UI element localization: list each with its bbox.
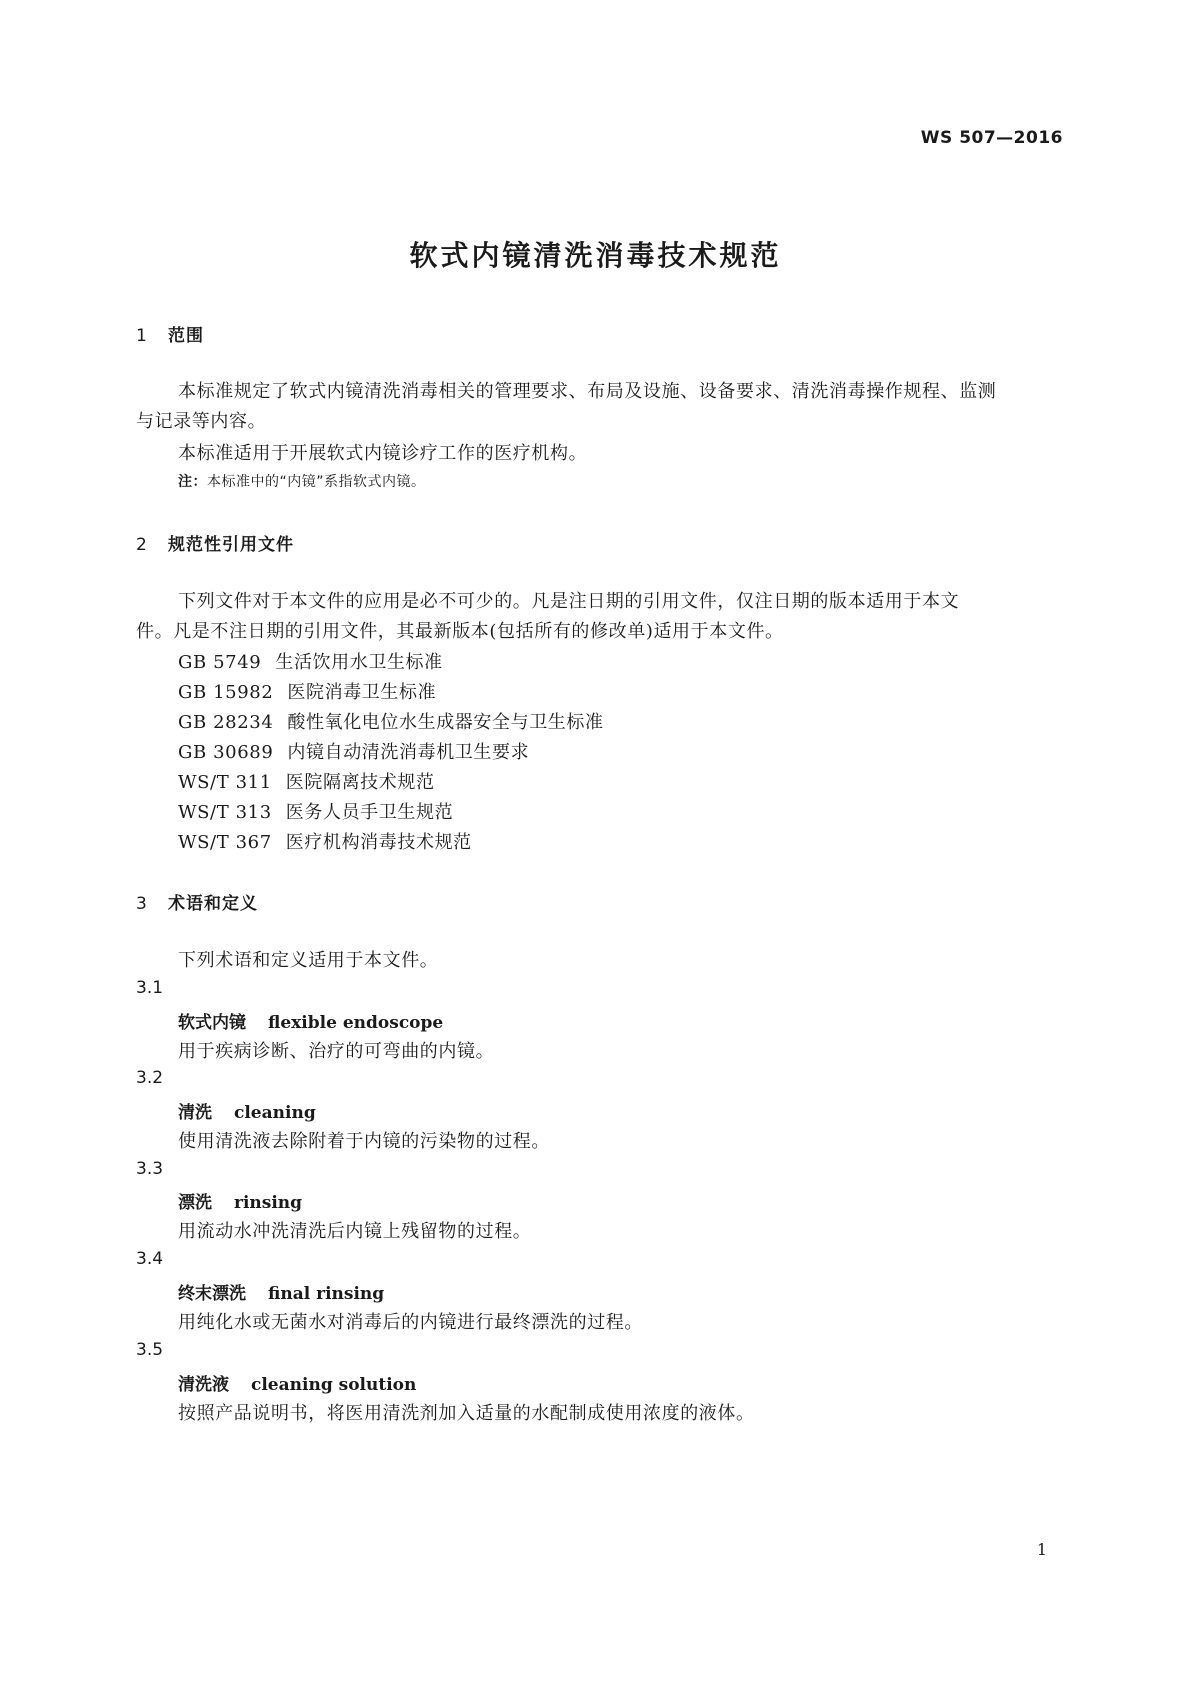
term-definition: 使用清洗液去除附着于内镜的污染物的过程。 [178, 1131, 550, 1152]
term-definition: 用于疾病诊断、治疗的可弯曲的内镜。 [178, 1041, 495, 1062]
term-en: cleaning [234, 1103, 316, 1123]
section-2-heading [136, 530, 294, 555]
section-2-paragraph-line-1: 下列文件对于本文件的应用是必不可少的。凡是注日期的引用文件，仅注日期的版本适用于本文 [178, 591, 960, 612]
reference-item [178, 828, 472, 854]
term-name [178, 1279, 384, 1304]
reference-item [178, 648, 443, 674]
term-en: flexible endoscope [268, 1013, 444, 1033]
reference-code: WS/T 311 [178, 772, 272, 793]
reference-title: 内镜自动清洗消毒机卫生要求 [287, 742, 530, 763]
section-1-note [178, 471, 426, 491]
term-definition: 按照产品说明书，将医用清洗剂加入适量的水配制成使用浓度的液体。 [178, 1403, 755, 1424]
page-number: 1 [1036, 1540, 1047, 1559]
note-label: 注： [178, 474, 207, 490]
section-title: 范围 [168, 326, 204, 346]
term-number: 3.3 [136, 1159, 164, 1179]
section-3-heading [136, 889, 258, 914]
term-number: 3.1 [136, 978, 164, 998]
reference-title: 医院消毒卫生标准 [287, 682, 437, 703]
reference-item [178, 798, 453, 824]
reference-title: 酸性氧化电位水生成器安全与卫生标准 [287, 712, 604, 733]
reference-title: 医务人员手卫生规范 [285, 802, 454, 823]
reference-item [178, 708, 604, 734]
reference-item [178, 678, 436, 704]
term-cn: 清洗 [178, 1103, 212, 1123]
reference-code: GB 30689 [178, 742, 274, 763]
reference-title: 医疗机构消毒技术规范 [285, 832, 472, 853]
reference-code: WS/T 367 [178, 832, 272, 853]
term-definition: 用流动水冲洗清洗后内镜上残留物的过程。 [178, 1221, 532, 1242]
section-3-intro: 下列术语和定义适用于本文件。 [178, 950, 439, 971]
reference-item [178, 768, 435, 794]
section-1-paragraph-2: 本标准适用于开展软式内镜诊疗工作的医疗机构。 [178, 443, 588, 464]
reference-title: 生活饮用水卫生标准 [275, 652, 443, 673]
term-cn: 软式内镜 [178, 1013, 246, 1033]
note-text: 本标准中的“内镜”系指软式内镜。 [207, 474, 426, 490]
reference-item [178, 738, 529, 764]
section-title: 术语和定义 [168, 894, 258, 914]
document-code: WS 507—2016 [920, 128, 1063, 148]
term-cn: 终末漂洗 [178, 1284, 246, 1304]
term-number: 3.4 [136, 1249, 164, 1269]
section-number: 1 [136, 326, 148, 346]
document-title: 软式内镜清洗消毒技术规范 [409, 239, 782, 272]
term-en: rinsing [234, 1193, 303, 1213]
section-1-paragraph-1-line-1: 本标准规定了软式内镜清洗消毒相关的管理要求、布局及设施、设备要求、清洗消毒操作规程、监测 [178, 381, 997, 402]
term-definition: 用纯化水或无菌水对消毒后的内镜进行最终漂洗的过程。 [178, 1312, 643, 1333]
term-cn: 清洗液 [178, 1375, 229, 1395]
reference-code: GB 28234 [178, 712, 274, 733]
reference-title: 医院隔离技术规范 [285, 772, 435, 793]
term-en: final rinsing [268, 1284, 385, 1304]
section-1-heading [136, 321, 204, 346]
term-en: cleaning solution [251, 1375, 417, 1395]
term-name [178, 1098, 316, 1123]
term-name [178, 1008, 443, 1033]
term-name [178, 1188, 302, 1213]
section-number: 2 [136, 535, 148, 555]
term-number: 3.2 [136, 1068, 164, 1088]
section-1-paragraph-1-line-2: 与记录等内容。 [136, 411, 267, 432]
term-cn: 漂洗 [178, 1193, 212, 1213]
reference-code: GB 5749 [178, 652, 262, 673]
term-name [178, 1370, 416, 1395]
reference-code: WS/T 313 [178, 802, 272, 823]
section-number: 3 [136, 894, 148, 914]
section-title: 规范性引用文件 [168, 535, 294, 555]
section-2-paragraph-line-2: 件。凡是不注日期的引用文件，其最新版本(包括所有的修改单)适用于本文件。 [136, 621, 784, 642]
term-number: 3.5 [136, 1340, 164, 1360]
reference-code: GB 15982 [178, 682, 274, 703]
